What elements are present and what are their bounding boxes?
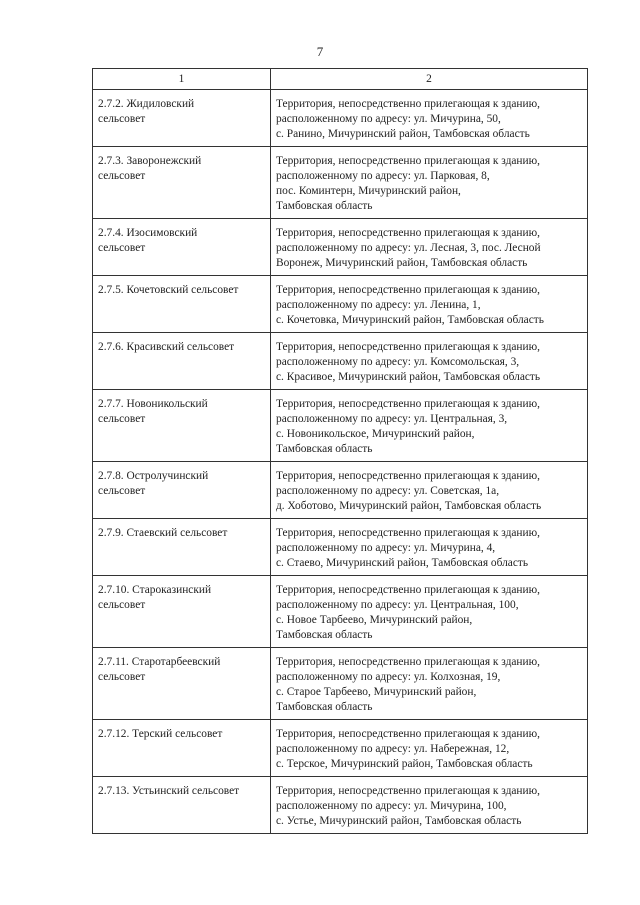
territory-address: Территория, непосредственно прилегающая к зданию, расположенному по адресу: ул. Колхозная, 19, с. Старое Тарбеево, Мичуринский район, Тамбовская область: [271, 648, 588, 720]
territory-address: Территория, непосредственно прилегающая к зданию, расположенному по адресу: ул. Лесная, 3, пос. Лесной Воронеж, Мичуринский район, Тамбовская область: [271, 219, 588, 276]
municipality-name: 2.7.13. Устьинский сельсовет: [93, 777, 271, 834]
table-row: [93, 390, 588, 462]
polling-sites-table: [92, 68, 588, 834]
municipality-name: 2.7.6. Красивский сельсовет: [93, 333, 271, 390]
municipality-name: 2.7.12. Терский сельсовет: [93, 720, 271, 777]
table-row: [93, 648, 588, 720]
table-row: [93, 720, 588, 777]
table-row: [93, 276, 588, 333]
table-row: [93, 519, 588, 576]
municipality-name: 2.7.7. Новоникольский сельсовет: [93, 390, 271, 462]
page-number: 7: [316, 44, 324, 59]
table-row: [93, 777, 588, 834]
table-row: [93, 90, 588, 147]
municipality-name: 2.7.5. Кочетовский сельсовет: [93, 276, 271, 333]
table-row: [93, 333, 588, 390]
table-header-row: [93, 69, 588, 90]
municipality-name: 2.7.3. Заворонежский сельсовет: [93, 147, 271, 219]
territory-address: Территория, непосредственно прилегающая к зданию, расположенному по адресу: ул. Центральная, 3, с. Новоникольское, Мичуринский район, Тамбовская область: [271, 390, 588, 462]
table-row: [93, 576, 588, 648]
territory-address: Территория, непосредственно прилегающая к зданию, расположенному по адресу: ул. Парковая, 8, пос. Коминтерн, Мичуринский район, Тамбовская область: [271, 147, 588, 219]
municipality-name: 2.7.10. Староказинский сельсовет: [93, 576, 271, 648]
municipality-name: 2.7.9. Стаевский сельсовет: [93, 519, 271, 576]
territory-address: Территория, непосредственно прилегающая к зданию, расположенному по адресу: ул. Мичурина, 4, с. Стаево, Мичуринский район, Тамбовская область: [271, 519, 588, 576]
territory-address: Территория, непосредственно прилегающая к зданию, расположенному по адресу: ул. Мичурина, 100, с. Устье, Мичуринский район, Тамбовская область: [271, 777, 588, 834]
territory-address: Территория, непосредственно прилегающая к зданию, расположенному по адресу: ул. Ленина, 1, с. Кочетовка, Мичуринский район, Тамбовская область: [271, 276, 588, 333]
territory-address: Территория, непосредственно прилегающая к зданию, расположенному по адресу: ул. Набережная, 12, с. Терское, Мичуринский район, Тамбовская область: [271, 720, 588, 777]
municipality-name: 2.7.11. Старотарбеевский сельсовет: [93, 648, 271, 720]
municipality-name: 2.7.2. Жидиловский сельсовет: [93, 90, 271, 147]
column-header-1: 1: [93, 69, 271, 90]
territory-address: Территория, непосредственно прилегающая к зданию, расположенному по адресу: ул. Советская, 1а, д. Хоботово, Мичуринский район, Тамбовская область: [271, 462, 588, 519]
column-header-2: 2: [271, 69, 588, 90]
table-row: [93, 147, 588, 219]
territory-address: Территория, непосредственно прилегающая к зданию, расположенному по адресу: ул. Центральная, 100, с. Новое Тарбеево, Мичуринский район, Тамбовская область: [271, 576, 588, 648]
table-row: [93, 462, 588, 519]
table-row: [93, 219, 588, 276]
territory-address: Территория, непосредственно прилегающая к зданию, расположенному по адресу: ул. Мичурина, 50, с. Ранино, Мичуринский район, Тамбовская область: [271, 90, 588, 147]
municipality-name: 2.7.4. Изосимовский сельсовет: [93, 219, 271, 276]
municipality-name: 2.7.8. Остролучинский сельсовет: [93, 462, 271, 519]
territory-address: Территория, непосредственно прилегающая к зданию, расположенному по адресу: ул. Комсомольская, 3, с. Красивое, Мичуринский район, Тамбовская область: [271, 333, 588, 390]
